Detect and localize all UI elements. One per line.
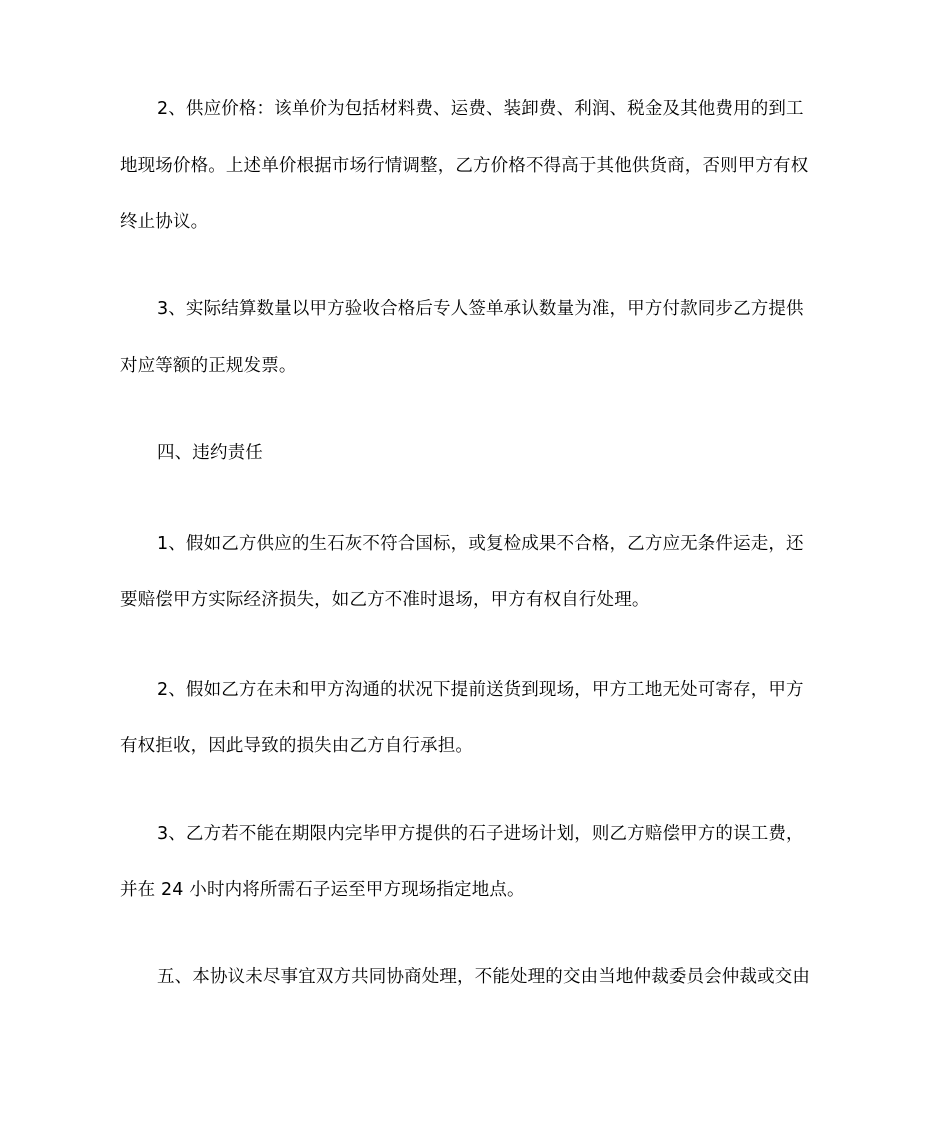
- section-heading-breach-liability: 四、违约责任: [157, 443, 263, 463]
- clause-2-price-line-3: 终止协议。: [120, 212, 209, 232]
- clause-2-price-line-1: 2、供应价格：该单价为包括材料费、运费、装卸费、利润、税金及其他费用的到工: [157, 99, 804, 119]
- breach-clause-3-line-1: 3、乙方若不能在期限内完毕甲方提供的石子进场计划，则乙方赔偿甲方的误工费，: [157, 824, 804, 844]
- clause-2-price-line-2: 地现场价格。上述单价根据市场行情调整，乙方价格不得高于其他供货商，否则甲方有权: [120, 156, 809, 176]
- breach-clause-3-line-2: 并在 24 小时内将所需石子运至甲方现场指定地点。: [120, 880, 525, 900]
- breach-clause-2-line-2: 有权拒收，因此导致的损失由乙方自行承担。: [120, 736, 473, 756]
- section-five-line-1: 五、本协议未尽事宜双方共同协商处理，不能处理的交由当地仲裁委员会仲裁或交由: [157, 967, 811, 987]
- clause-3-settlement-line-2: 对应等额的正规发票。: [120, 356, 297, 376]
- breach-clause-2-line-1: 2、假如乙方在未和甲方沟通的状况下提前送货到现场，甲方工地无处可寄存，甲方: [157, 680, 804, 700]
- clause-3-settlement-line-1: 3、实际结算数量以甲方验收合格后专人签单承认数量为准，甲方付款同步乙方提供: [157, 299, 804, 319]
- breach-clause-1-line-1: 1、假如乙方供应的生石灰不符合国标，或复检成果不合格，乙方应无条件运走，还: [157, 534, 804, 554]
- breach-clause-1-line-2: 要赔偿甲方实际经济损失，如乙方不准时退场，甲方有权自行处理。: [120, 590, 650, 610]
